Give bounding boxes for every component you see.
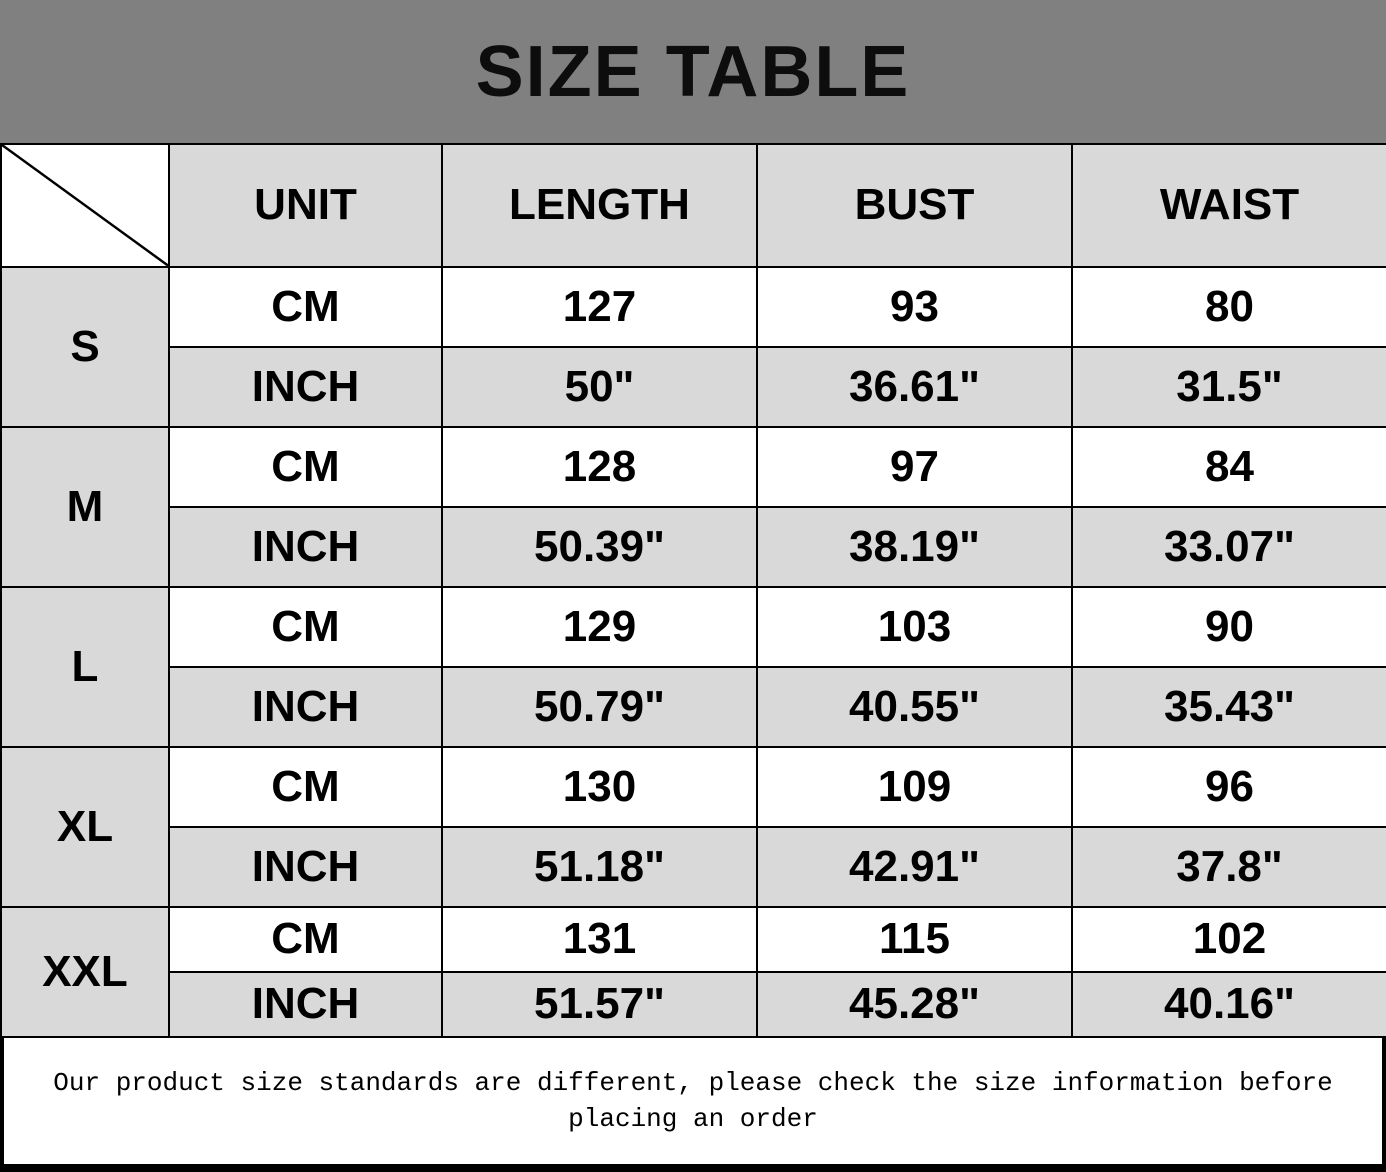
diagonal-line-icon	[2, 145, 168, 266]
size-table	[0, 143, 1386, 1038]
cell-l-inch-waist: 35.43"	[1072, 667, 1386, 747]
cell-s-cm-bust: 93	[757, 267, 1072, 347]
table-row-m-cm	[1, 427, 1386, 507]
cell-l-cm-unit: CM	[169, 587, 442, 667]
table-row-xxl-inch	[1, 972, 1386, 1037]
cell-m-inch-unit: INCH	[169, 507, 442, 587]
cell-s-inch-bust: 36.61"	[757, 347, 1072, 427]
cell-xxl-inch-bust: 45.28"	[757, 972, 1072, 1037]
cell-xxl-inch-unit: INCH	[169, 972, 442, 1037]
cell-xxl-cm-waist: 102	[1072, 907, 1386, 972]
column-header-length: LENGTH	[442, 144, 757, 267]
cell-s-inch-waist: 31.5"	[1072, 347, 1386, 427]
size-label-s: S	[1, 267, 169, 427]
cell-xl-cm-length: 130	[442, 747, 757, 827]
cell-xxl-inch-waist: 40.16"	[1072, 972, 1386, 1037]
cell-xl-cm-waist: 96	[1072, 747, 1386, 827]
cell-xl-inch-waist: 37.8"	[1072, 827, 1386, 907]
cell-xl-cm-bust: 109	[757, 747, 1072, 827]
size-label-m: M	[1, 427, 169, 587]
footer-note-box	[0, 1038, 1386, 1172]
cell-s-inch-length: 50"	[442, 347, 757, 427]
table-row-l-inch	[1, 667, 1386, 747]
column-header-waist: WAIST	[1072, 144, 1386, 267]
cell-xxl-inch-length: 51.57"	[442, 972, 757, 1037]
size-table-banner	[0, 0, 1386, 143]
cell-xxl-cm-unit: CM	[169, 907, 442, 972]
cell-l-cm-bust: 103	[757, 587, 1072, 667]
cell-l-inch-length: 50.79"	[442, 667, 757, 747]
size-label-l: L	[1, 587, 169, 747]
cell-s-cm-length: 127	[442, 267, 757, 347]
cell-l-cm-length: 129	[442, 587, 757, 667]
cell-l-inch-unit: INCH	[169, 667, 442, 747]
corner-diagonal-cell	[1, 144, 169, 267]
page-title: SIZE TABLE	[475, 31, 911, 112]
cell-s-cm-unit: CM	[169, 267, 442, 347]
size-label-xl: XL	[1, 747, 169, 907]
table-row-l-cm	[1, 587, 1386, 667]
cell-m-inch-length: 50.39"	[442, 507, 757, 587]
cell-xl-cm-unit: CM	[169, 747, 442, 827]
cell-m-cm-bust: 97	[757, 427, 1072, 507]
cell-m-inch-bust: 38.19"	[757, 507, 1072, 587]
column-header-bust: BUST	[757, 144, 1072, 267]
table-row-s-inch	[1, 347, 1386, 427]
cell-m-inch-waist: 33.07"	[1072, 507, 1386, 587]
cell-s-cm-waist: 80	[1072, 267, 1386, 347]
cell-s-inch-unit: INCH	[169, 347, 442, 427]
table-row-s-cm	[1, 267, 1386, 347]
header-row	[1, 144, 1386, 267]
table-row-m-inch	[1, 507, 1386, 587]
column-header-unit: UNIT	[169, 144, 442, 267]
cell-m-cm-waist: 84	[1072, 427, 1386, 507]
cell-xl-inch-length: 51.18"	[442, 827, 757, 907]
cell-l-cm-waist: 90	[1072, 587, 1386, 667]
table-row-xl-inch	[1, 827, 1386, 907]
table-row-xl-cm	[1, 747, 1386, 827]
cell-xxl-cm-bust: 115	[757, 907, 1072, 972]
footer-note: Our product size standards are different, please check the size information before placing an order	[53, 1067, 1333, 1134]
cell-l-inch-bust: 40.55"	[757, 667, 1072, 747]
cell-m-cm-length: 128	[442, 427, 757, 507]
cell-xxl-cm-length: 131	[442, 907, 757, 972]
table-row-xxl-cm	[1, 907, 1386, 972]
cell-m-cm-unit: CM	[169, 427, 442, 507]
cell-xl-inch-unit: INCH	[169, 827, 442, 907]
size-label-xxl: XXL	[1, 907, 169, 1037]
cell-xl-inch-bust: 42.91"	[757, 827, 1072, 907]
